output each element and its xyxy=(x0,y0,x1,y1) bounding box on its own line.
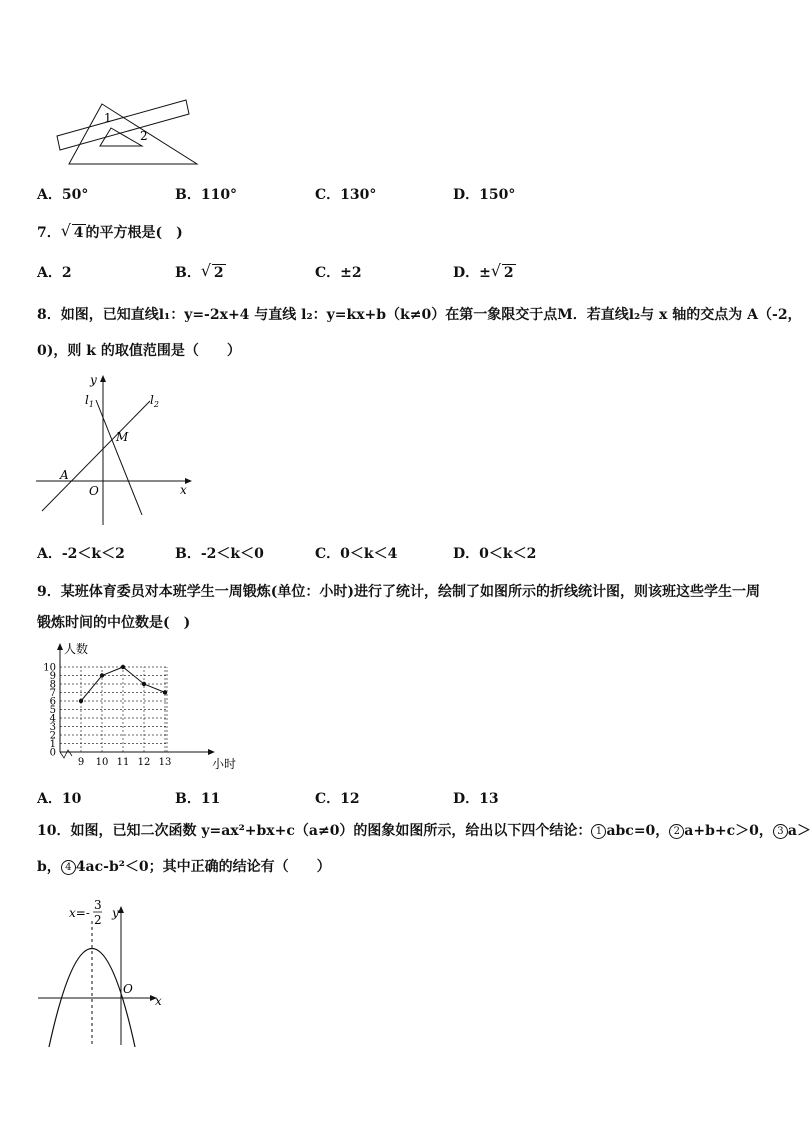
x-tick-label: 11 xyxy=(116,757,130,768)
x-tick-label: 12 xyxy=(137,757,151,768)
y-tick-label: 4 xyxy=(49,713,56,725)
q9-option-a[interactable]: A．10 xyxy=(37,791,82,807)
point-a-label: A xyxy=(60,468,69,482)
exercise-line-chart xyxy=(28,640,237,775)
data-point xyxy=(79,699,83,703)
q7-option-b[interactable]: B． √ 2 xyxy=(175,261,224,281)
x-axis-label: x xyxy=(155,994,162,1008)
circled-1: 1 xyxy=(591,824,606,839)
angle-2-label: 2 xyxy=(140,129,148,143)
parabola-figure xyxy=(35,895,175,1050)
circled-3: 3 xyxy=(773,824,788,839)
q9-question-line1: 9．某班体育委员对本班学生一周锻炼(单位：小时)进行了统计，绘制了如图所示的折线统计图，则该班这些学生一周 xyxy=(37,584,760,600)
q7-option-c[interactable]: C．±2 xyxy=(315,265,362,281)
x-tick-label: 10 xyxy=(95,757,109,768)
q8-lines-figure xyxy=(30,370,200,530)
y-tick-label: 1 xyxy=(49,739,56,750)
origin-label: O xyxy=(89,484,99,498)
q8-question-line2: 0)，则 k 的取值范围是（ ） xyxy=(37,343,241,359)
fraction-denominator: 2 xyxy=(94,913,102,927)
q8-question-line1: 8．如图，已知直线l₁：y=-2x+4 与直线 l₂：y=kx+b（k≠0）在第一象限交于点M．若直线l₂与 x 轴的交点为 A（-2， xyxy=(37,307,802,323)
x-tick-label: 13 xyxy=(158,757,172,768)
circled-2: 2 xyxy=(669,824,684,839)
q8-option-a[interactable]: A．-2＜k＜2 xyxy=(37,546,125,562)
fraction-numerator: 3 xyxy=(94,898,102,912)
q6-option-d[interactable]: D．150° xyxy=(453,187,516,203)
data-point xyxy=(163,690,167,694)
x-axis-arrow xyxy=(208,749,215,755)
x-tick-label: 9 xyxy=(77,757,85,768)
data-point xyxy=(142,682,146,686)
q8-option-d[interactable]: D．0＜k＜2 xyxy=(453,546,537,562)
origin-label: O xyxy=(123,982,133,996)
l2-label: $l_2$ xyxy=(150,393,159,409)
triangle-ruler-figure xyxy=(52,96,202,166)
y-tick-label: 0 xyxy=(49,747,56,759)
y-tick-label: 2 xyxy=(49,730,56,742)
angle-1-label: 1 xyxy=(104,111,112,125)
axis-equation-label: x=- xyxy=(69,906,90,920)
y-tick-label: 6 xyxy=(49,696,56,708)
y-axis-label: y xyxy=(90,373,97,387)
circled-4: 4 xyxy=(61,860,76,875)
q9-option-c[interactable]: C．12 xyxy=(315,791,360,807)
point-m-label: M xyxy=(116,430,129,444)
axis-break xyxy=(60,750,72,758)
q10-question-line2: b， 4 4ac-b²＜0；其中正确的结论有（ ） xyxy=(37,859,331,875)
y-tick-label: 8 xyxy=(49,679,56,691)
y-tick-label: 5 xyxy=(49,705,56,716)
y-tick-label: 10 xyxy=(43,662,56,674)
q9-question-line2: 锻炼时间的中位数是( ) xyxy=(37,615,191,631)
q7-option-a[interactable]: A．2 xyxy=(37,265,72,281)
l1-label: $l_1$ xyxy=(85,393,94,409)
y-axis-title: 人数 xyxy=(64,642,89,656)
y-axis-arrow xyxy=(57,643,63,650)
q9-option-d[interactable]: D．13 xyxy=(453,791,499,807)
y-tick-label: 9 xyxy=(49,671,56,682)
q9-option-b[interactable]: B．11 xyxy=(175,791,221,807)
q6-option-c[interactable]: C．130° xyxy=(315,187,377,203)
y-tick-label: 3 xyxy=(49,722,56,733)
q6-option-a[interactable]: A．50° xyxy=(37,187,89,203)
q7-question: 7． √ 4 的平方根是( ) xyxy=(37,221,183,241)
y-axis-label: y xyxy=(112,906,119,920)
q8-option-b[interactable]: B．-2＜k＜0 xyxy=(175,546,264,562)
y-tick-label: 7 xyxy=(49,688,56,699)
q10-question-line1: 10．如图，已知二次函数 y=ax²+bx+c（a≠0）的图象如图所示，给出以下四个结论： 1 abc=0， 2 a+b+c＞0， 3 a＞ xyxy=(37,823,811,839)
q8-option-c[interactable]: C．0＜k＜4 xyxy=(315,546,398,562)
x-axis-label: x xyxy=(180,483,187,497)
q6-option-b[interactable]: B．110° xyxy=(175,187,238,203)
sqrt-symbol: √ 4 xyxy=(60,221,84,241)
data-point xyxy=(121,665,125,669)
q7-option-d[interactable]: D．± √ 2 xyxy=(453,261,514,281)
data-point xyxy=(100,673,104,677)
x-axis-title: 小时 xyxy=(212,757,237,771)
